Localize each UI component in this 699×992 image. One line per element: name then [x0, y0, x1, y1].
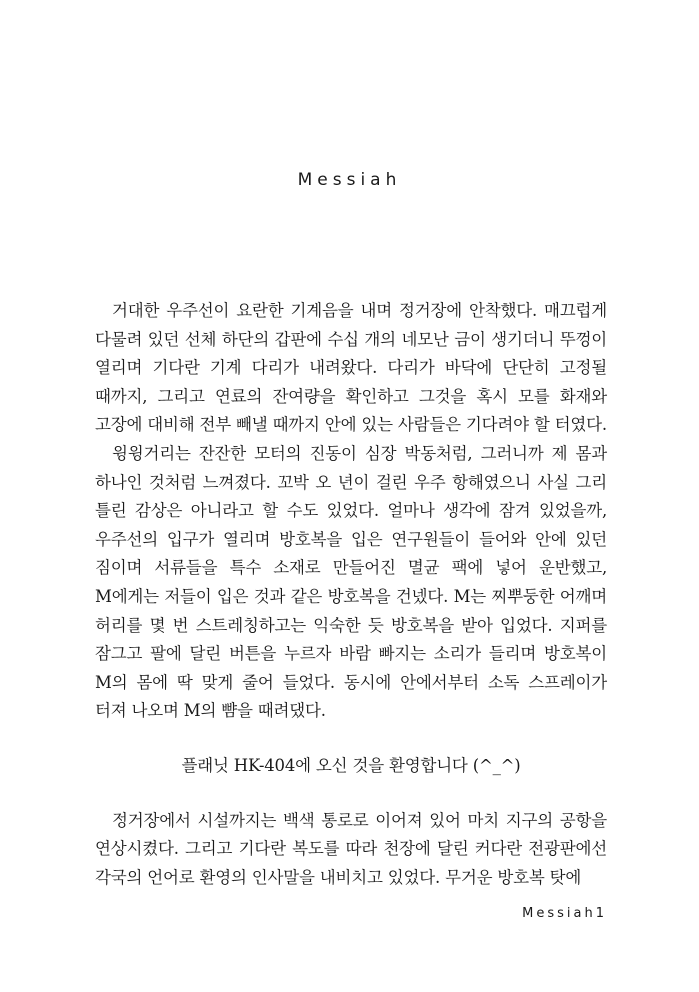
- page-footer: Messiah1: [522, 906, 607, 921]
- page-title: Messiah: [297, 170, 402, 190]
- story-body: [95, 297, 607, 892]
- welcome-message: 플래닛 HK-404에 오신 것을 환영합니다 (^_^): [181, 755, 521, 775]
- paragraph-3: 정거장에서 시설까지는 백색 통로로 이어져 있어 마치 지구의 공항을 연상시켰다. 그리고 기다란 복도를 따라 천장에 달린 커다란 전광판에선 각국의 언어로 환영의 인사말을 내비치고 있었다. 무거운 방호복 탓에: [95, 810, 607, 887]
- paragraph-1: 거대한 우주선이 요란한 기계음을 내며 정거장에 안착했다. 매끄럽게 다물려 있던 선체 하단의 갑판에 수십 개의 네모난 금이 생기더니 뚜껑이 열리며 기다란 기계 다리가 내려왔다. 다리가 바닥에 단단히 고정될 때까지, 그리고 연료의 잔여량을 확인하고 그것을 혹시 모를 화재와 고장에 대비해 전부 빼낼 때까지 안에 있는 사람들은 기다려야 할 터였다.: [95, 301, 607, 435]
- paragraph-2: 윙윙거리는 잔잔한 모터의 진동이 심장 박동처럼, 그러니까 제 몸과 하나인 것처럼 느껴졌다. 꼬박 오 년이 걸린 우주 항해였으니 사실 그리 틀린 감상은 아니라고 할 수도 있었다. 얼마나 생각에 잠겨 있었을까, 우주선의 입구가 열리며 방호복을 입은 연구원들이 들어와 안에 있던 짐이며 서류들을 특수 소재로 만들어진 멸균 팩에 넣어 운반했고, M에게는 저들이 입은 것과 같은 방호복을 건넸다. M는 찌뿌둥한 어깨며 허리를 몇 번 스트레칭하고는 익숙한 듯 방호복을 받아 입었다. 지퍼를 잠그고 팔에 달린 버튼을 누르자 바람 빠지는 소리가 들리며 방호복이 M의 몸에 딱 맞게 줄어 들었다. 동시에 안에서부터 소독 스프레이가 터져 나오며 M의 뺨을 때려댔다.: [95, 443, 607, 721]
